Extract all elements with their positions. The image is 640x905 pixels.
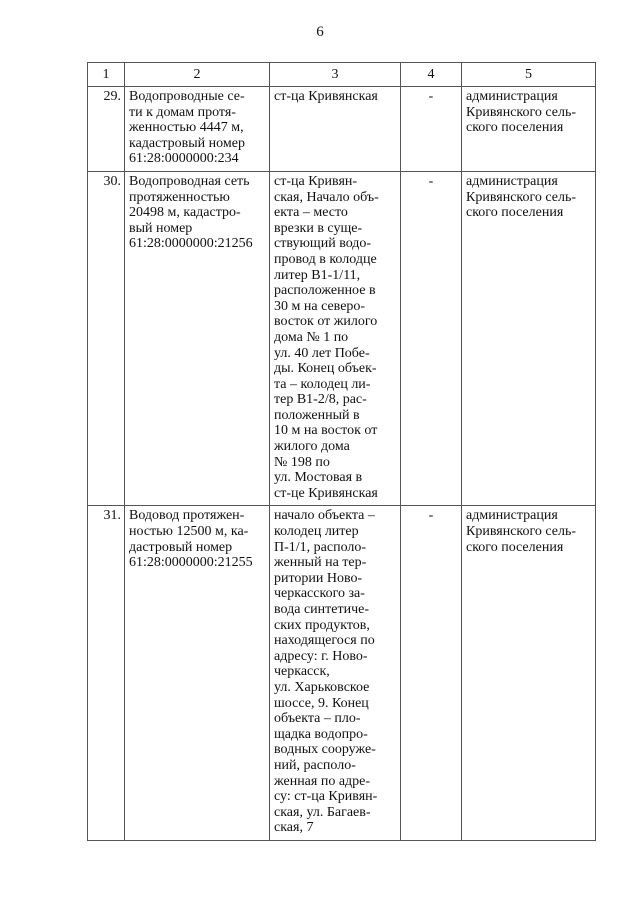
property-table xyxy=(87,62,596,841)
object-name: Водопроводная сеть протяженностью 20498 м, кадастро- вый номер 61:28:0000000:21256 xyxy=(125,171,270,505)
object-name: Водопроводные се- ти к домам протя- женностью 4447 м, кадастровый номер 61:28:0000000:234 xyxy=(125,87,270,172)
object-name: Водовод протяжен- ностью 12500 м, ка- дастровый номер 61:28:0000000:21255 xyxy=(125,506,270,840)
col4-value: - xyxy=(401,506,462,840)
row-number: 31. xyxy=(88,506,125,840)
object-location: ст-ца Кривян- ская, Начало объ- екта – место врезки в суще- ствующий водо- провод в колодце литер В1-1/11, расположенное в 30 м на северо- восток от жилого дома № 1 по ул. 40 лет Побе- ды. Конец объек- та – колодец ли- тер В1-2/8, рас- положенный в 10 м на восток от жилого дома № 198 по ул. Мостовая в ст-це Кривянская xyxy=(270,171,401,505)
header-col-4: 4 xyxy=(401,63,462,87)
row-number: 29. xyxy=(88,87,125,172)
object-location: ст-ца Кривянская xyxy=(270,87,401,172)
header-col-1: 1 xyxy=(88,63,125,87)
row-number: 30. xyxy=(88,171,125,505)
table-row xyxy=(88,87,596,172)
table-header xyxy=(88,63,596,87)
owner: администрация Кривянского сель- ского поселения xyxy=(462,506,596,840)
header-col-3: 3 xyxy=(270,63,401,87)
header-col-2: 2 xyxy=(125,63,270,87)
table-row xyxy=(88,171,596,505)
col4-value: - xyxy=(401,171,462,505)
col4-value: - xyxy=(401,87,462,172)
owner: администрация Кривянского сель- ского поселения xyxy=(462,87,596,172)
header-row xyxy=(88,63,596,87)
object-location: начало объекта – колодец литер П-1/1, располо- женный на тер- ритории Ново- черкасского за- вода синтетиче- ских продуктов, находящегося по адресу: г. Ново- черкасск, ул. Харьковское шоссе, 9. Конец объекта – пло- щадка водопро- водных сооруже- ний, располо- женная по адре- су: ст-ца Кривян- ская, ул. Багаев- ская, 7 xyxy=(270,506,401,840)
owner: администрация Кривянского сель- ского поселения xyxy=(462,171,596,505)
header-col-5: 5 xyxy=(462,63,596,87)
page-number: 6 xyxy=(316,24,324,40)
table-row xyxy=(88,506,596,840)
